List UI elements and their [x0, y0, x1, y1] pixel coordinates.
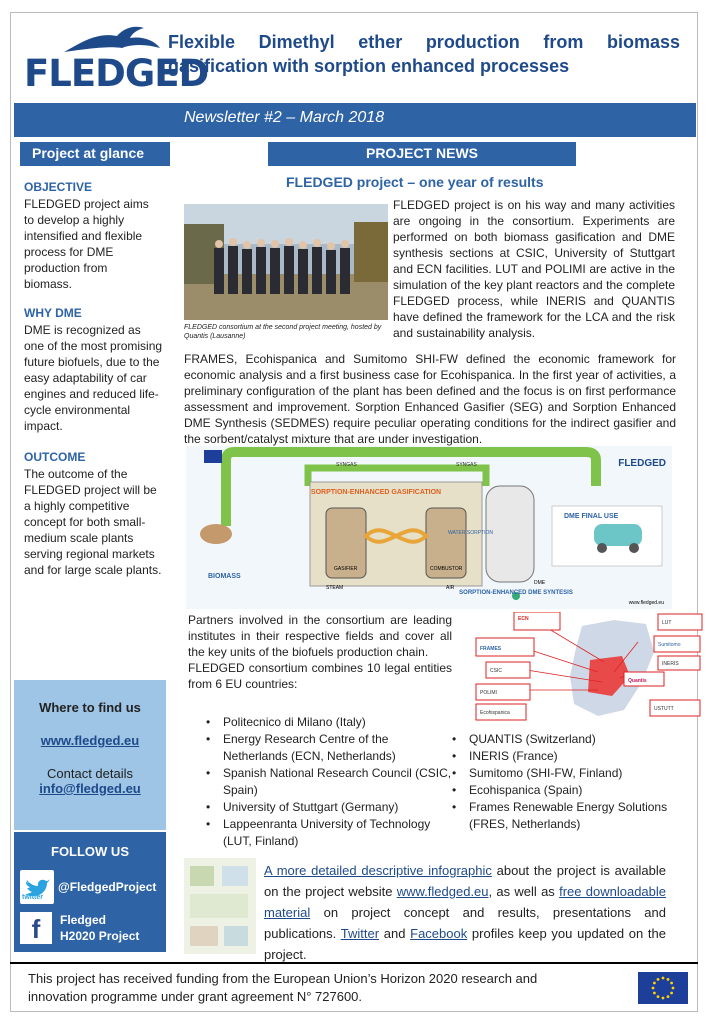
ig-seg-title: SORPTION-ENHANCED GASIFICATION	[310, 489, 442, 496]
partners-text-2: FLEDGED consortium combines 10 legal entities from 6 EU countries:	[188, 661, 452, 691]
ig-gasifier: GASIFIER	[334, 566, 358, 572]
twitter-text-link[interactable]: Twitter	[340, 926, 380, 941]
contact-email-link[interactable]: info@fledged.eu	[39, 781, 141, 796]
project-news-heading: PROJECT NEWS	[268, 142, 576, 166]
outcome-text: The outcome of the FLEDGED project will be a highly competitive concept for both small-medium scale plants serving regional markets and for large scale plants.	[24, 467, 162, 577]
more-text-3: on project concept and results, presentations and publications.	[264, 905, 666, 941]
page-title	[168, 30, 680, 78]
funding-footer	[10, 962, 698, 1012]
whydme-section	[14, 306, 174, 434]
ig-dme: DME	[534, 580, 546, 586]
partners-map	[474, 612, 704, 724]
more-text-5: profiles keep you updated on the project.	[264, 926, 666, 962]
map-label-10: USTUTT	[654, 706, 674, 712]
ig-site: www.fledged.eu	[628, 600, 664, 606]
title-line-1: Flexible Dimethyl ether production from biomass	[168, 32, 680, 52]
twitter-wordmark: twitter	[22, 894, 43, 901]
list-item: • Spanish National Research Council (CSIC, Spain)	[206, 765, 456, 799]
map-label-7: CSIC	[490, 668, 502, 674]
funding-text: This project has received funding from the European Union’s Horizon 2020 research and innovation programme under grant agreement N° 727600.	[28, 971, 538, 1004]
map-label-1: ECN	[518, 616, 529, 622]
partners-text	[188, 612, 452, 692]
news-subtitle: FLEDGED project – one year of results	[286, 174, 544, 190]
facebook-text-link[interactable]: Facebook	[410, 926, 468, 941]
where-to-find-us	[14, 680, 166, 830]
ig-sedmes-title: SORPTION-ENHANCED DME SYNTESIS	[459, 590, 573, 596]
list-item: • INERIS (France)	[452, 748, 692, 765]
map-label-2: FRAMES	[480, 646, 502, 652]
map-label-4: Quantis	[628, 678, 647, 684]
list-item: • Sumitomo (SHI-FW, Finland)	[452, 765, 692, 782]
fledged-logo	[22, 22, 209, 95]
list-item: • Ecohispanica (Spain)	[452, 782, 692, 799]
map-label-9: Ecohispanica	[480, 710, 510, 716]
website-link[interactable]: www.fledged.eu	[40, 733, 140, 748]
facebook-label	[60, 912, 139, 944]
whydme-text: DME is recognized as one of the most promising future biofuels, due to the easy adaptability of car engines and reduced life-cycle environmental impact.	[24, 323, 163, 433]
consortium-photo	[184, 204, 388, 320]
infographic-link[interactable]: A more detailed descriptive infographic	[264, 863, 492, 878]
outcome-section	[14, 450, 174, 578]
follow-title: FOLLOW US	[51, 844, 129, 859]
list-item: • Lappeenranta University of Technology (LUT, Finland)	[206, 816, 456, 850]
logo-text: FLEDGED	[24, 52, 209, 95]
contact-label: Contact details	[47, 766, 133, 781]
facebook-label-line-1: Fledged	[60, 913, 107, 927]
find-title: Where to find us	[39, 700, 141, 715]
twitter-handle: @FledgedProject	[58, 880, 157, 894]
ig-syngas-2: SYNGAS	[456, 462, 477, 468]
ig-dme-final-use: DME FINAL USE	[564, 513, 619, 520]
map-label-6: LUT	[662, 620, 672, 626]
eu-flag-icon	[204, 450, 222, 463]
map-label-3: Sumitomo	[658, 642, 681, 648]
list-item: • University of Stuttgart (Germany)	[206, 799, 456, 816]
more-text-4: and	[379, 926, 411, 941]
facebook-icon: f	[20, 912, 52, 944]
ig-combustor: COMBUSTOR	[430, 566, 463, 572]
sidebar-heading: Project at glance	[20, 142, 170, 166]
title-line-2: gasification with sorption enhanced processes	[168, 56, 570, 76]
eu-flag-icon	[638, 972, 688, 1004]
news-paragraph-2: FRAMES, Ecohispanica and Sumitomo SHI-FW defined the economic framework for economic analysis and a first business case for Ecohispanica. In the first year of activities, a preliminary configuration of the plant has been defined and the focus is on first performance assessment and improvement. Sorption Enhanced Gasifier (SEG) and Sorption Enhanced DME Synthesis (SEDMES) require peculiar operating conditions for the indirect gasifier and the sorbent/catalyst mixture that are under investigation.	[184, 352, 676, 446]
map-label-5: POLIMI	[480, 690, 497, 696]
list-item: • Politecnico di Milano (Italy)	[206, 714, 456, 731]
twitter-icon	[20, 870, 54, 904]
more-text-2: , as well as	[488, 884, 560, 899]
partners-list-left	[206, 714, 456, 850]
ig-air: AIR	[446, 585, 455, 591]
partners-list-right	[452, 731, 692, 833]
newsletter-bar	[14, 103, 696, 137]
ig-syngas-1: SYNGAS	[336, 462, 357, 468]
whydme-title: WHY DME	[24, 306, 82, 320]
ig-steam: STEAM	[326, 585, 344, 591]
ig-water-sorption: WATER SORPTION	[448, 530, 493, 536]
process-infographic	[186, 446, 672, 609]
download-material-link[interactable]: free downloadable material	[264, 884, 667, 920]
list-item: • Energy Research Centre of the Netherlands (ECN, Netherlands)	[206, 731, 456, 765]
map-label-8: INERIS	[662, 661, 679, 667]
news-paragraph-1: FLEDGED project is on his way and many activities are ongoing in the consortium. Experiments are performed on both biomass gasification and DME synthesis sections at CSIC, University of Stuttgart and ECN facilities. LUT and POLIMI are active in the simulation of the key plant reactors and the complete FLEDGED process, while INERIS and QUANTIS have defined the framework for the LCA and the risk and sustainability analysis.	[393, 198, 675, 340]
bird-icon	[62, 22, 162, 56]
outcome-title: OUTCOME	[24, 450, 86, 464]
objective-text: FLEDGED project aims to develop a highly intensified and flexible process for DME production from biomass.	[24, 197, 149, 291]
infographic-thumbnail[interactable]	[184, 858, 256, 954]
twitter-link[interactable]	[20, 870, 156, 904]
partners-text-1: Partners involved in the consortium are leading institutes in their respective fields and cover all the key units of the biofuels production chain.	[188, 613, 452, 659]
follow-us	[14, 832, 166, 952]
newsletter-label: Newsletter #2 – March 2018	[184, 109, 385, 126]
more-info-paragraph	[264, 860, 666, 965]
ig-biomass: BIOMASS	[208, 573, 241, 580]
objective-section	[14, 180, 174, 292]
list-item: • QUANTIS (Switzerland)	[452, 731, 692, 748]
biomass-icon	[200, 524, 232, 544]
objective-title: OBJECTIVE	[24, 180, 93, 194]
ig-logo: FLEDGED	[618, 458, 666, 469]
website-link-body[interactable]: www.fledged.eu	[396, 884, 489, 899]
facebook-link[interactable]	[20, 912, 139, 944]
photo-caption: FLEDGED consortium at the second project meeting, hosted by Quantis (Lausanne)	[184, 324, 382, 340]
facebook-label-line-2: H2020 Project	[60, 929, 140, 943]
list-item: • Frames Renewable Energy Solutions (FRES, Netherlands)	[452, 799, 692, 833]
more-text-1: about the project is available on the project website	[264, 863, 666, 899]
